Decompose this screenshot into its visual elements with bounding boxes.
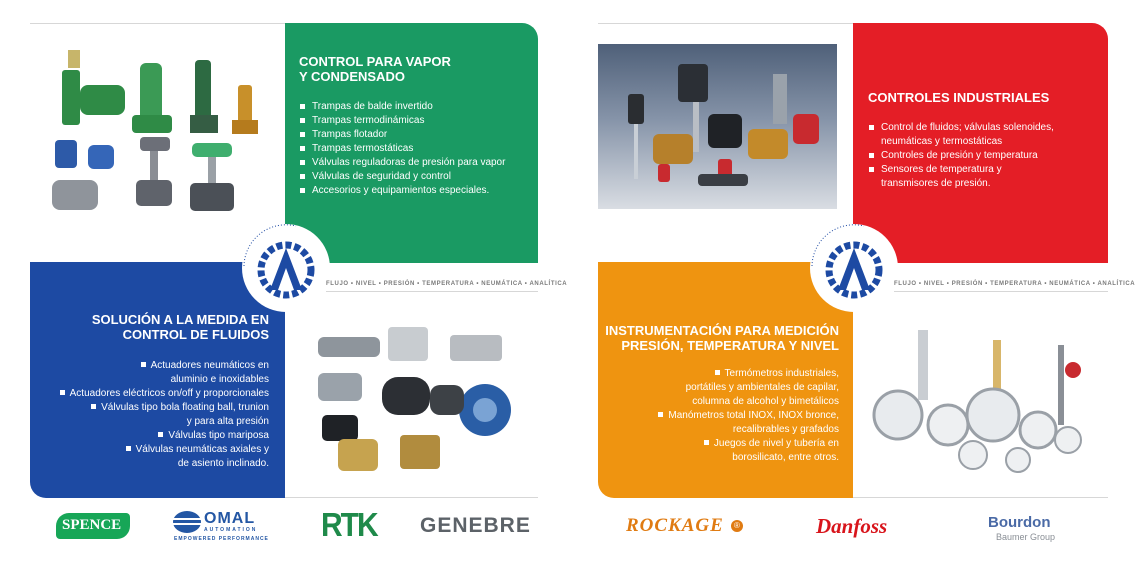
tagline-rule-left [326, 291, 538, 292]
steam-title-line-2: Y CONDENSADO [299, 69, 405, 84]
list-item: Trampas de balde invertido [299, 100, 534, 114]
list-item: Accesorios y equipamientos especiales. [299, 184, 534, 198]
steam-items-list [299, 100, 534, 198]
industrial-controls-photo [598, 44, 837, 209]
list-item: Trampas termostáticas [299, 142, 534, 156]
list-item: Termómetros industriales, portátiles y ambientales de capilar, columna de alcohol y bimetálicos [685, 368, 839, 407]
bourdon-sub-text: Baumer Group [996, 532, 1056, 542]
instrumentation-panel-title [594, 323, 839, 353]
list-item: Válvulas reguladoras de presión para vapor [299, 156, 534, 170]
omal-logo [172, 508, 272, 544]
list-item: Control de fluidos; válvulas solenoides, neumáticas y termostáticas [868, 121, 1103, 149]
fluid-title-line-1: SOLUCIÓN A LA MEDIDA EN [91, 312, 269, 327]
bottom-rule-right [853, 497, 1108, 498]
genebre-logo [420, 514, 530, 540]
steam-panel-title [299, 54, 529, 84]
brand-tagline-right: FLUJO • NIVEL • PRESIÓN • TEMPERATURA • NEUMÁTICA • ANALÍTICA [894, 281, 1136, 287]
top-rule-left [30, 23, 290, 24]
fluid-products-photo [310, 325, 525, 490]
list-item: Controles de presión y temperatura [868, 149, 1103, 163]
spence-logo [56, 513, 130, 539]
industrial-panel-title: CONTROLES INDUSTRIALES [868, 90, 1050, 105]
rockage-logo [626, 515, 746, 541]
list-item: Válvulas neumáticas axiales y de asiento inclinado. [29, 443, 269, 471]
list-item: Trampas termodinámicas [299, 114, 534, 128]
steam-products-photo [40, 45, 270, 225]
rtk-logo-text: RTK [321, 507, 377, 544]
list-item: Válvulas tipo bola floating ball, trunion y para alta presión [29, 401, 269, 429]
instrumentation-title-line-1: INSTRUMENTACIÓN PARA MEDICIÓN [605, 323, 839, 338]
bottom-rule-left [285, 497, 538, 498]
fluid-panel-title [29, 312, 269, 342]
fluid-title-line-2: CONTROL DE FLUIDOS [122, 327, 269, 342]
instrumentation-title-line-2: PRESIÓN, TEMPERATURA Y NIVEL [621, 338, 839, 353]
list-item: Manómetros total INOX, INOX bronce, recalibrables y grafados [599, 409, 839, 437]
list-item: Actuadores neumáticos en aluminio e inoxidables [29, 359, 269, 387]
fluid-items-list [29, 359, 269, 471]
bourdon-logo [988, 512, 1068, 546]
list-item: Juegos de nivel y tubería en borosilicato, entre otros. [599, 437, 839, 465]
steam-title-line-1: CONTROL PARA VAPOR [299, 54, 451, 69]
list-item: Válvulas tipo mariposa [29, 429, 269, 443]
omal-sub-text: AUTOMATION [204, 527, 258, 533]
danfoss-logo-text: Danfoss [816, 514, 888, 538]
list-item: Trampas flotador [299, 128, 534, 142]
spence-logo-text: SPENCE [62, 517, 122, 533]
top-rule-right [598, 23, 853, 24]
brand-emblem-left [236, 218, 336, 318]
rtk-logo [321, 509, 381, 543]
genebre-logo-text: GENEBRE [420, 514, 531, 537]
registered-icon: ® [731, 520, 743, 532]
industrial-items-list [868, 121, 1103, 191]
instrumentation-items-list [599, 367, 839, 465]
gauges-photo [868, 325, 1098, 475]
list-item: Actuadores eléctricos on/off y proporcionales [29, 387, 269, 401]
list-item: Sensores de temperatura y transmisores de presión. [868, 163, 1103, 191]
rockage-logo-text: ROCKAGE [626, 515, 724, 536]
brand-tagline-left: FLUJO • NIVEL • PRESIÓN • TEMPERATURA • NEUMÁTICA • ANALÍTICA [326, 281, 568, 287]
brand-emblem-right [804, 218, 904, 318]
omal-logo-text: OMAL [204, 510, 256, 527]
bourdon-logo-text: Bourdon [988, 514, 1051, 531]
tagline-rule-right [894, 291, 1108, 292]
danfoss-logo [814, 510, 894, 544]
omal-tagline: EMPOWERED PERFORMANCE [174, 536, 269, 542]
list-item: Válvulas de seguridad y control [299, 170, 534, 184]
